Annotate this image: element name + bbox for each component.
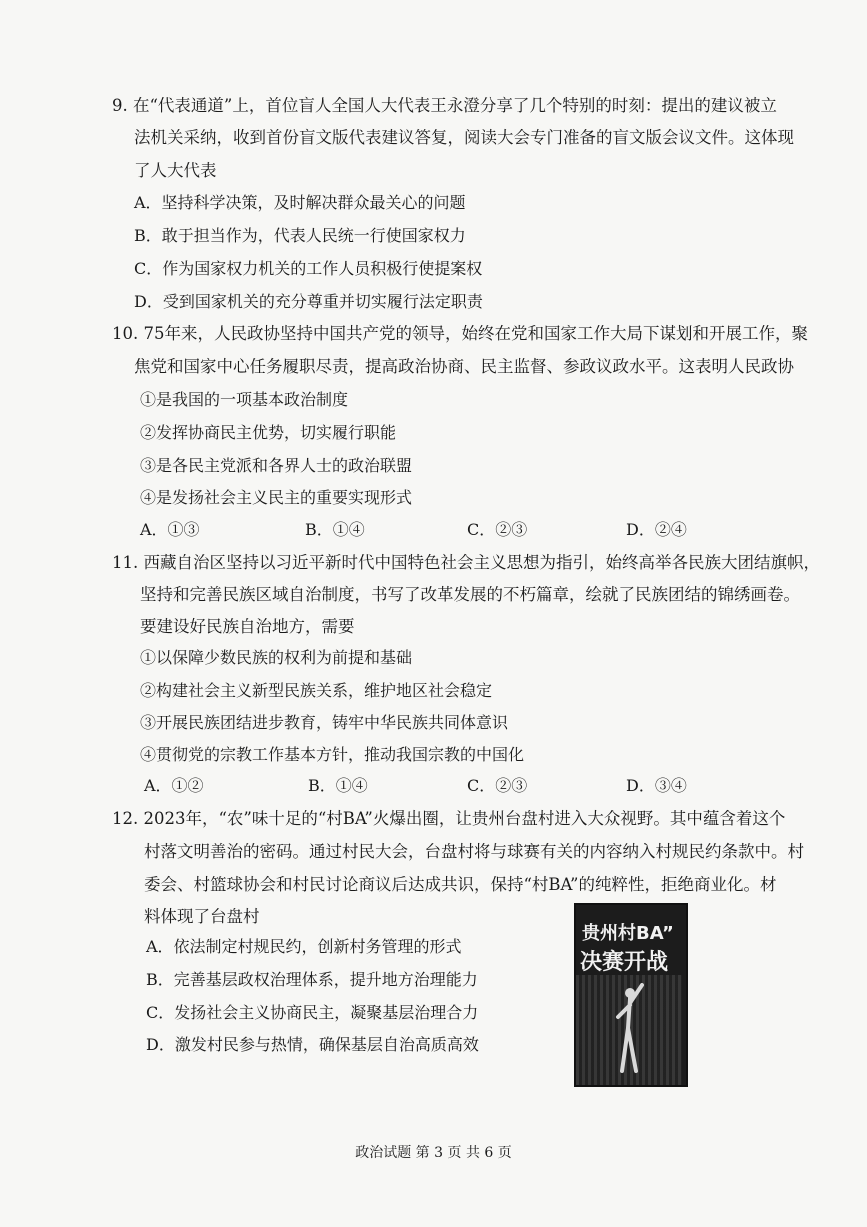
q11-choice-c: C．②③ <box>467 776 528 795</box>
q12-option-a: A．依法制定村规民约，创新村务管理的形式 <box>146 937 462 956</box>
q11-item-1: ①以保障少数民族的权利为前提和基础 <box>140 648 413 667</box>
q10-choice-d: D．②④ <box>626 520 687 539</box>
q9-line-2: 法机关采纳，收到首份盲文版代表建议答复，阅读大会专门准备的盲文版会议文件。这体现 <box>134 128 794 147</box>
q12-option-d: D．激发村民参与热情，确保基层自治高质高效 <box>146 1035 479 1054</box>
q9-line-3: 了人大代表 <box>134 161 217 180</box>
q12-line-3: 委会、村篮球协会和村民讨论商议后达成共识，保持“村BA”的纯粹性，拒绝商业化。材 <box>144 875 777 894</box>
q12-line-2: 村落文明善治的密码。通过村民大会，台盘村将与球赛有关的内容纳入村规民约条款中。村 <box>144 842 804 861</box>
q11-choice-d: D．③④ <box>626 776 687 795</box>
q11-choice-a: A．①② <box>144 776 204 795</box>
q10-item-2: ②发挥协商民主优势，切实履行职能 <box>140 423 397 442</box>
q10-line-1: 10. 75年来，人民政协坚持中国共产党的领导，始终在党和国家工作大局下谋划和开展工作，聚 <box>112 324 808 343</box>
q9-option-a: A．坚持科学决策，及时解决群众最关心的问题 <box>134 193 466 212</box>
q11-item-2: ②构建社会主义新型民族关系，维护地区社会稳定 <box>140 681 493 700</box>
q10-choice-b: B．①④ <box>305 520 365 539</box>
q9-option-c: C．作为国家权力机关的工作人员积极行使提案权 <box>134 259 483 278</box>
q11-line-1: 11. 西藏自治区坚持以习近平新时代中国特色社会主义思想为指引，始终高举各民族大团结旗帜， <box>112 553 820 572</box>
q11-item-4: ④贯彻党的宗教工作基本方针，推动我国宗教的中国化 <box>140 745 525 764</box>
q12-option-c: C．发扬社会主义协商民主，凝聚基层治理合力 <box>146 1003 479 1022</box>
q11-item-3: ③开展民族团结进步教育，铸牢中华民族共同体意识 <box>140 713 509 732</box>
q10-line-2: 焦党和国家中心任务履职尽责，提高政治协商、民主监督、参政议政水平。这表明人民政协 <box>134 357 794 376</box>
q11-line-2: 坚持和完善民族区域自治制度，书写了改革发展的不朽篇章，绘就了民族团结的锦绣画卷。 <box>140 585 800 604</box>
q11-choice-b: B．①④ <box>308 776 368 795</box>
page-footer: 政治试题 第 3 页 共 6 页 <box>355 1145 512 1161</box>
q12-line-1: 12. 2023年，“农”味十足的“村BA”火爆出圈，让贵州台盘村进入大众视野。其中蕴含着这个 <box>112 809 786 828</box>
poster-title-line-2: 决赛开战 <box>580 950 669 975</box>
q10-item-3: ③是各民主党派和各界人士的政治联盟 <box>140 456 413 475</box>
q10-item-1: ①是我国的一项基本政治制度 <box>140 390 349 409</box>
poster-title-line-1: 贵州村BA” <box>582 923 674 944</box>
basketball-player-icon <box>614 983 644 1073</box>
cun-ba-poster-image <box>574 903 688 1087</box>
q10-choice-a: A．①③ <box>140 520 200 539</box>
q9-line-1: 9. 在“代表通道”上，首位盲人全国人大代表王永澄分享了几个特别的时刻：提出的建议被立 <box>112 96 777 115</box>
q10-item-4: ④是发扬社会主义民主的重要实现形式 <box>140 488 413 507</box>
q9-option-b: B．敢于担当作为，代表人民统一行使国家权力 <box>134 226 466 245</box>
q12-option-b: B．完善基层政权治理体系，提升地方治理能力 <box>146 970 478 989</box>
q10-choice-c: C．②③ <box>467 520 528 539</box>
q9-option-d: D．受到国家机关的充分尊重并切实履行法定职责 <box>134 292 483 311</box>
q11-line-3: 要建设好民族自治地方，需要 <box>140 617 355 636</box>
q12-line-4: 料体现了台盘村 <box>144 907 260 926</box>
